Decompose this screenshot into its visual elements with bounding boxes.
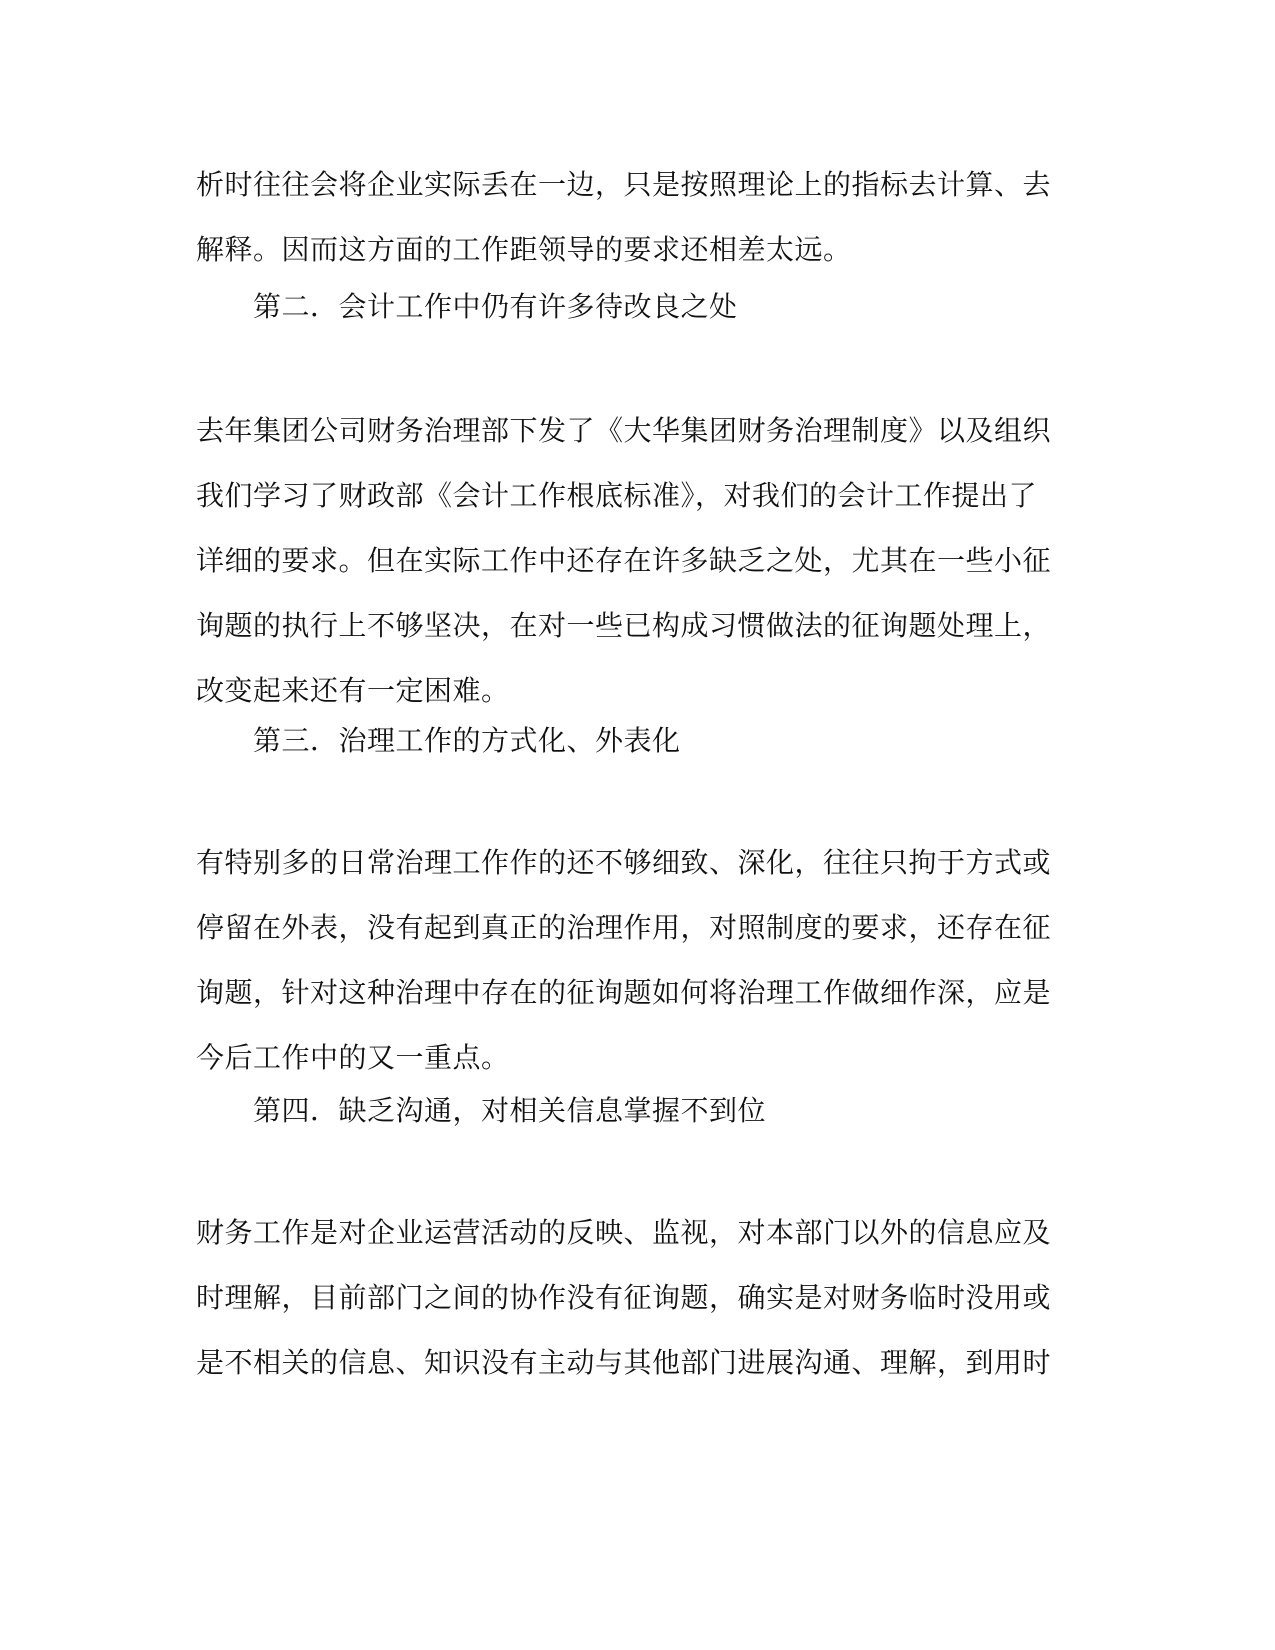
paragraph-line: 我们学习了财政部《会计工作根底标准》，对我们的会计工作提出了 [196, 479, 1038, 512]
paragraph-line: 析时往往会将企业实际丢在一边，只是按照理论上的指标去计算、去 [196, 168, 1052, 201]
paragraph-1 [196, 152, 1076, 282]
paragraph-line: 询题，针对这种治理中存在的征询题如何将治理工作做细作深，应是 [196, 976, 1052, 1009]
paragraph-line: 详细的要求。但在实际工作中还存在许多缺乏之处，尤其在一些小征 [196, 544, 1052, 577]
paragraph-line: 是不相关的信息、知识没有主动与其他部门进展沟通、理解，到用时 [196, 1346, 1052, 1379]
paragraph-line: 时理解，目前部门之间的协作没有征询题，确实是对财务临时没用或 [196, 1281, 1052, 1314]
paragraph-line: 询题的执行上不够坚决，在对一些已构成习惯做法的征询题处理上， [196, 609, 1052, 642]
paragraph-3 [196, 830, 1076, 1090]
paragraph-4 [196, 1200, 1076, 1395]
paragraph-line: 财务工作是对企业运营活动的反映、监视，对本部门以外的信息应及 [196, 1216, 1052, 1249]
section-heading-3: 第三．治理工作的方式化、外表化 [253, 724, 681, 757]
paragraph-line: 改变起来还有一定困难。 [196, 674, 510, 707]
paragraph-line: 解释。因而这方面的工作距领导的要求还相差太远。 [196, 233, 852, 266]
section-heading-4: 第四．缺乏沟通，对相关信息掌握不到位 [253, 1094, 767, 1127]
paragraph-line: 停留在外表，没有起到真正的治理作用，对照制度的要求，还存在征 [196, 911, 1052, 944]
paragraph-line: 今后工作中的又一重点。 [196, 1041, 510, 1074]
section-heading-2: 第二．会计工作中仍有许多待改良之处 [253, 290, 738, 323]
paragraph-2 [196, 398, 1076, 723]
paragraph-line: 去年集团公司财务治理部下发了《大华集团财务治理制度》以及组织 [196, 414, 1052, 447]
paragraph-line: 有特别多的日常治理工作作的还不够细致、深化，往往只拘于方式或 [196, 846, 1052, 879]
